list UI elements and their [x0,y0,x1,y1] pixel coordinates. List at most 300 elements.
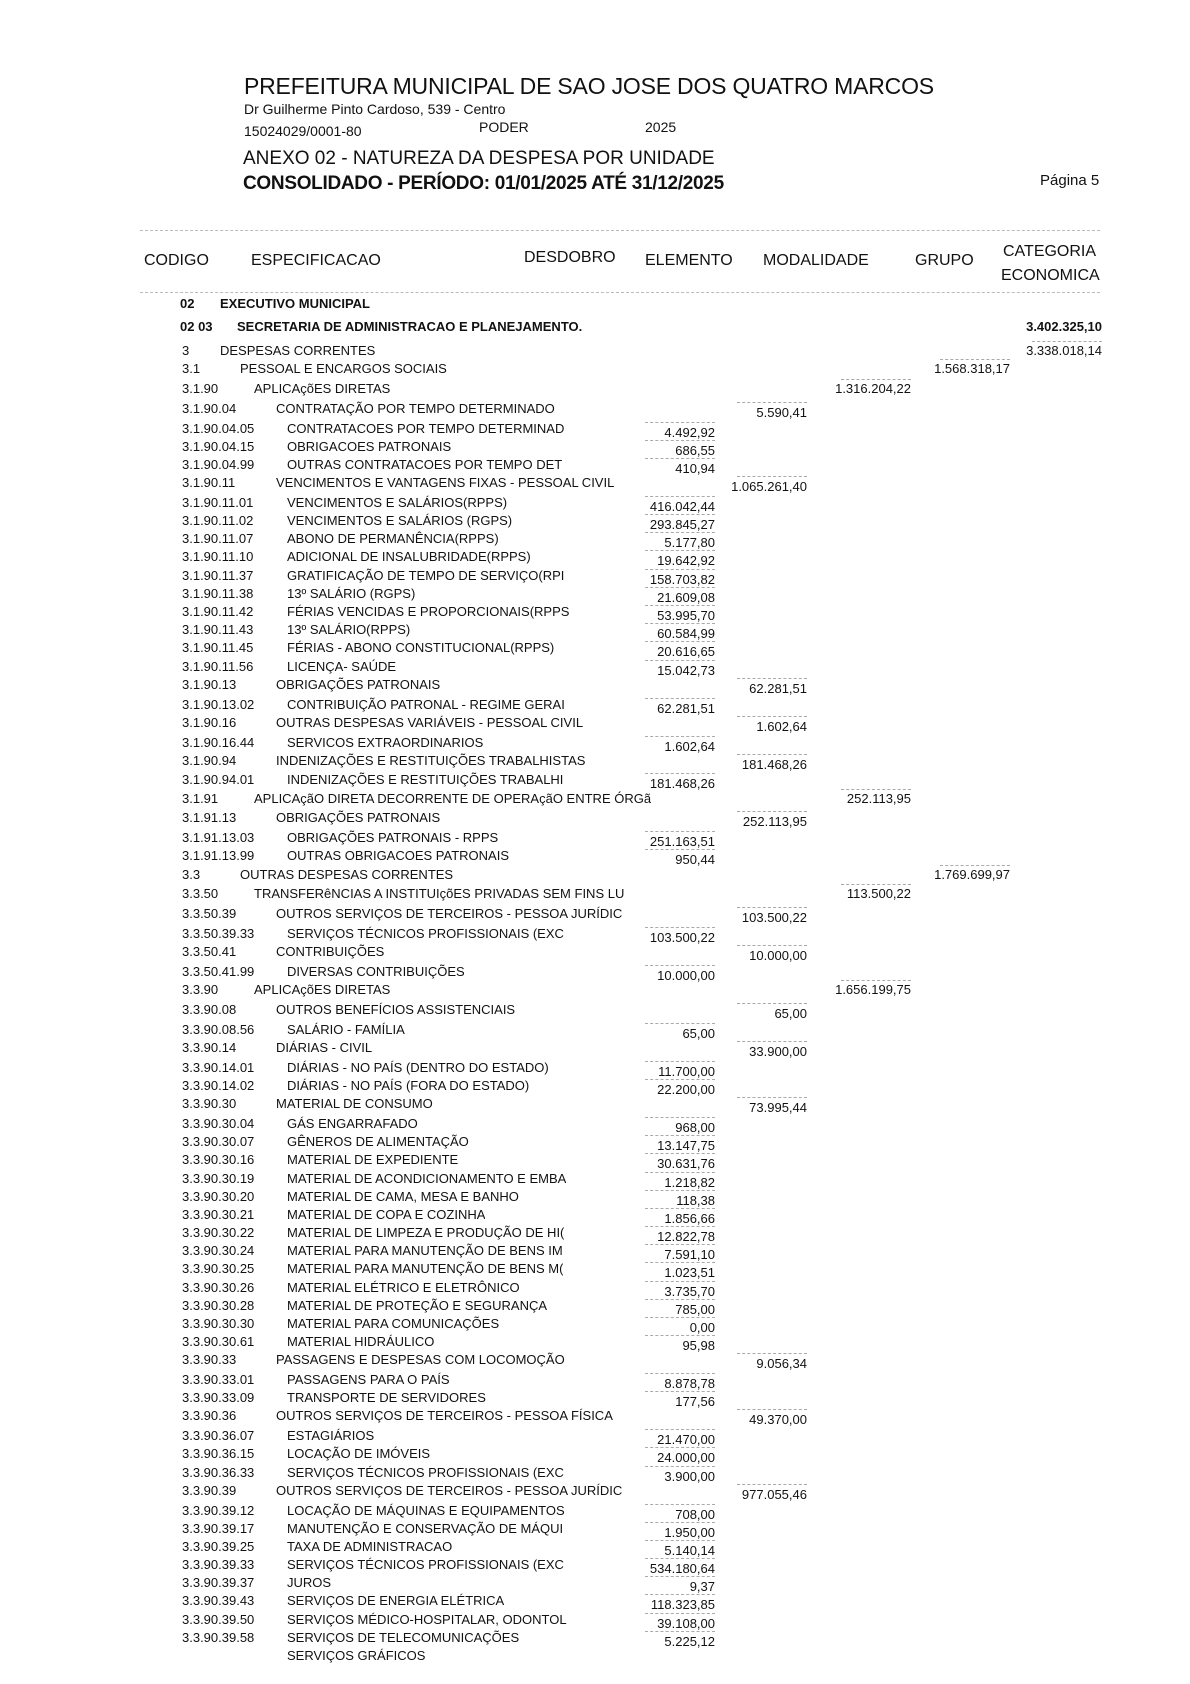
row-code: 3.3.90.36.33 [182,1465,255,1480]
row-description: SALÁRIO - FAMÍLIA [287,1022,405,1037]
row-code: 3.3.90.39 [182,1483,237,1498]
value-separator [737,1097,807,1098]
row-value: 118,38 [676,1193,715,1208]
row-value: 1.602,64 [756,719,807,734]
row-code: 3.3.50.39 [182,906,237,921]
report-title: ANEXO 02 - NATUREZA DA DESPESA POR UNIDADE [243,148,715,169]
row-description: INDENIZAÇÕES E RESTITUIÇÕES TRABALHI [287,772,564,787]
row-description: OBRIGAÇÕES PATRONAIS [276,677,441,692]
table-row [0,848,1190,865]
row-code: 3.3.90.30.20 [182,1189,255,1204]
value-separator [645,440,715,441]
row-description: OBRIGACOES PATRONAIS [287,439,452,454]
table-row [0,1428,1190,1445]
row-code: 3.1.90.11.38 [182,586,254,601]
row-value: 21.470,00 [657,1432,715,1447]
row-value: 1.856,66 [664,1211,715,1226]
table-row [0,1575,1190,1592]
value-separator [645,1522,715,1523]
value-separator [645,1558,715,1559]
value-separator [645,1391,715,1392]
row-description: DIÁRIAS - NO PAÍS (DENTRO DO ESTADO) [287,1060,549,1075]
row-value: 9,37 [689,1579,715,1594]
row-description: DIVERSAS CONTRIBUIÇÕES [287,964,465,979]
table-row [0,810,1190,827]
row-value: 65,00 [774,1006,807,1021]
table-row [0,1134,1190,1151]
value-separator [645,1061,715,1062]
table-row [0,1612,1190,1629]
row-code: 3.3.90.33.09 [182,1390,255,1405]
value-separator [645,1153,715,1154]
row-value: 3.735,70 [664,1284,715,1299]
table-row [0,886,1190,903]
value-separator [737,945,807,946]
value-separator [737,476,807,477]
row-code: 3.3.90.39.12 [182,1503,255,1518]
cnpj: 15024029/0001-80 [244,123,362,139]
row-description: MATERIAL DE CONSUMO [276,1096,433,1111]
value-separator [645,1504,715,1505]
value-separator [737,678,807,679]
row-value: 1.218,82 [664,1175,715,1190]
row-code: 3.1.90.13 [182,677,237,692]
value-separator [645,1226,715,1227]
row-code: 3.1.91 [182,791,219,806]
table-row [0,1280,1190,1297]
table-row [0,1483,1190,1500]
table-row [0,753,1190,770]
value-separator [737,1409,807,1410]
value-separator [737,716,807,717]
row-code: 3 [182,343,190,358]
table-row [0,1372,1190,1389]
row-value: 977.055,46 [741,1487,807,1502]
row-value: 62.281,51 [749,681,807,696]
value-separator [645,965,715,966]
row-description: CONTRIBUIÇÃO PATRONAL - REGIME GERAI [287,697,565,712]
row-description: MATERIAL PARA COMUNICAÇÕES [287,1316,500,1331]
row-description: MATERIAL DE PROTEÇÃO E SEGURANÇA [287,1298,548,1313]
row-description: LOCAÇÃO DE MÁQUINAS E EQUIPAMENTOS [287,1503,565,1518]
row-code: 3.3.90.30.04 [182,1116,255,1131]
row-code: 3.3.90.33.01 [182,1372,255,1387]
value-separator [841,789,911,790]
value-separator [737,907,807,908]
row-value: 24.000,00 [657,1450,715,1465]
table-row [0,1078,1190,1095]
table-row [0,1243,1190,1260]
table-row [0,1539,1190,1556]
row-code: 3.1.90.11.01 [182,495,254,510]
row-description: OBRIGAÇÕES PATRONAIS - RPPS [287,830,499,845]
table-row [0,1521,1190,1538]
row-code: 3.1.91.13.03 [182,830,255,845]
value-separator [645,1540,715,1541]
table-row [0,457,1190,474]
row-code: 3.1.90.11.45 [182,640,254,655]
value-separator [645,641,715,642]
row-value: 60.584,99 [657,626,715,641]
row-code: 3.3.90.33 [182,1352,237,1367]
col-elemento: ELEMENTO [645,252,733,269]
table-row [0,1040,1190,1057]
row-description: OBRIGAÇÕES PATRONAIS [276,810,441,825]
row-value: 4.492,92 [664,425,715,440]
row-value: 19.642,92 [657,553,715,568]
row-description: SERVIÇOS TÉCNICOS PROFISSIONAIS (EXC [287,1465,564,1480]
row-description: OUTRAS OBRIGACOES PATRONAIS [287,848,509,863]
value-separator [645,1576,715,1577]
row-description: FÉRIAS - ABONO CONSTITUCIONAL(RPPS) [287,640,555,655]
table-row [0,1316,1190,1333]
table-row [0,964,1190,981]
value-separator [645,660,715,661]
row-value: 252.113,95 [846,791,911,806]
row-description: MATERIAL DE CAMA, MESA E BANHO [287,1189,519,1204]
table-row [0,735,1190,752]
table-row [0,381,1190,398]
table-row [0,944,1190,961]
table-row [0,475,1190,492]
row-description: LOCAÇÃO DE IMÓVEIS [287,1446,431,1461]
row-description: APLICAçãO DIRETA DECORRENTE DE OPERAçãO ENTRE ÓRGã [254,791,652,806]
value-separator [645,1262,715,1263]
row-value: 22.200,00 [657,1082,715,1097]
row-value: 252.113,95 [742,814,807,829]
row-value: 968,00 [675,1120,715,1135]
col-economica: ECONOMICA [1001,267,1100,284]
value-separator [737,402,807,403]
col-especificacao: ESPECIFICACAO [251,252,381,269]
table-row [0,531,1190,548]
row-description: SERVIÇOS DE TELECOMUNICAÇÕES [287,1630,520,1645]
value-separator [645,1335,715,1336]
col-categoria: CATEGORIA [1003,243,1097,260]
row-value: 21.609,08 [657,590,715,605]
value-separator [645,1117,715,1118]
row-code: 3.3.90.30.30 [182,1316,255,1331]
row-code: 3.3.90.30.16 [182,1152,255,1167]
row-description: LICENÇA- SAÚDE [287,659,397,674]
row-value: 416.042,44 [649,499,715,514]
row-code: 3.1.90.16.44 [182,735,255,750]
row-code: 3.1.91.13 [182,810,237,825]
value-separator [645,736,715,737]
table-row [0,1022,1190,1039]
row-value: 9.056,34 [756,1356,807,1371]
table-row [0,568,1190,585]
row-value: 11.700,00 [658,1064,715,1079]
table-row [0,1189,1190,1206]
row-value: 13.147,75 [657,1138,715,1153]
value-separator [841,980,911,981]
row-code: 3.3.90.39.25 [182,1539,255,1554]
row-description: SERVICOS EXTRAORDINARIOS [287,735,484,750]
row-description: 13º SALÁRIO (RGPS) [287,586,416,601]
row-code: 3.3.50.39.33 [182,926,255,941]
row-code: 3.3.90.14.02 [182,1078,255,1093]
row-value: 0,00 [689,1320,715,1335]
table-row [0,1116,1190,1133]
table-row [0,1225,1190,1242]
value-separator [645,422,715,423]
row-description: MATERIAL DE LIMPEZA E PRODUÇÃO DE HI( [287,1225,565,1240]
row-description: OUTRAS DESPESAS VARIÁVEIS - PESSOAL CIVIL [276,715,584,730]
row-value: 5.140,14 [664,1543,715,1558]
row-description: SERVIÇOS DE ENERGIA ELÉTRICA [287,1593,505,1608]
value-separator [645,1631,715,1632]
table-row [0,319,1190,336]
table-row [0,659,1190,676]
row-value: 30.631,76 [657,1156,715,1171]
row-description: TAXA DE ADMINISTRACAO [287,1539,453,1554]
value-separator [645,514,715,515]
row-code: 3.1.90.13.02 [182,697,255,712]
row-description: FÉRIAS VENCIDAS E PROPORCIONAIS(RPPS [287,604,570,619]
row-description: CONTRATACOES POR TEMPO DETERMINAD [287,421,565,436]
row-value: 1.602,64 [664,739,715,754]
value-separator [645,831,715,832]
value-separator [645,458,715,459]
row-code: 3.1.90.11.10 [182,549,254,564]
row-code: 3.3.90.30.07 [182,1134,255,1149]
year: 2025 [645,119,677,135]
row-code: 3.3.90.36.15 [182,1446,255,1461]
row-code: 3.1.90.11.37 [182,568,254,583]
row-description: APLICAçõES DIRETAS [254,982,391,997]
row-code: 3.3.50 [182,886,219,901]
table-row [0,1465,1190,1482]
table-row [0,1557,1190,1574]
table-row [0,513,1190,530]
row-code: 3.1.90.94.01 [182,772,255,787]
row-code: 3.1.91.13.99 [182,848,255,863]
row-value: 15.042,73 [657,663,715,678]
row-code: 3.3.90.14 [182,1040,237,1055]
row-value: 950,44 [675,852,715,867]
row-code: 3.3.90.30.28 [182,1298,255,1313]
row-description: GÊNEROS DE ALIMENTAÇÃO [287,1134,469,1149]
value-separator [645,1281,715,1282]
row-value: 1.950,00 [664,1525,715,1540]
row-code: 3.1.90.11.02 [182,513,254,528]
value-separator [645,849,715,850]
row-description: MANUTENÇÃO E CONSERVAÇÃO DE MÁQUI [287,1521,564,1536]
table-row [0,926,1190,943]
row-code: 3.1.90.16 [182,715,237,730]
row-description: SERVIÇOS GRÁFICOS [287,1648,426,1663]
table-row [0,715,1190,732]
row-description: DIÁRIAS - NO PAÍS (FORA DO ESTADO) [287,1078,530,1093]
row-value: 20.616,65 [657,644,715,659]
table-row [0,586,1190,603]
row-value: 5.225,12 [664,1634,715,1649]
table-row [0,1171,1190,1188]
value-separator [645,1373,715,1374]
row-code: 3.3.90.39.37 [182,1575,255,1590]
row-description: JUROS [287,1575,332,1590]
value-separator [645,1317,715,1318]
row-code: 3.1.90.04 [182,401,237,416]
row-code: 3.3.90.39.58 [182,1630,255,1645]
row-value: 65,00 [682,1026,715,1041]
row-description: TRANSPORTE DE SERVIDORES [287,1390,486,1405]
row-value: 785,00 [675,1302,715,1317]
row-description: OUTROS SERVIÇOS DE TERCEIROS - PESSOA JURÍDIC [276,906,623,921]
table-row [0,439,1190,456]
row-description: PASSAGENS PARA O PAÍS [287,1372,450,1387]
row-code: 3.3.50.41 [182,944,237,959]
row-code: 3.1.90.11.07 [182,531,254,546]
value-separator [645,927,715,928]
row-code: 3.1.90.11.42 [182,604,254,619]
row-description: DESPESAS CORRENTES [220,343,376,358]
table-row [0,906,1190,923]
value-separator [645,532,715,533]
value-separator [645,1135,715,1136]
row-value: 73.995,44 [749,1100,807,1115]
table-row [0,1060,1190,1077]
col-desdobro: DESDOBRO [524,249,616,266]
header-divider-top [140,230,1100,231]
row-code: 3.3.90.39.33 [182,1557,255,1572]
row-code: 3.1.90.04.15 [182,439,255,454]
value-separator [645,698,715,699]
value-separator [645,1023,715,1024]
row-code: 3.1.90.94 [182,753,237,768]
row-value: 293.845,27 [649,517,715,532]
value-separator [841,884,911,885]
row-description: 13º SALÁRIO(RPPS) [287,622,411,637]
row-value: 1.065.261,40 [731,479,807,494]
table-row [0,697,1190,714]
table-row [0,1408,1190,1425]
row-code: 3.3.90.08.56 [182,1022,255,1037]
row-description: CONTRATAÇÃO POR TEMPO DETERMINADO [276,401,555,416]
row-description: MATERIAL DE EXPEDIENTE [287,1152,459,1167]
row-code: 02 03 [180,319,213,334]
row-value: 8.878,78 [664,1376,715,1391]
row-code: 3.3.90 [182,982,219,997]
row-value: 708,00 [675,1507,715,1522]
row-value: 3.338.018,14 [1026,343,1102,358]
table-row [0,1298,1190,1315]
row-code: 3.1 [182,361,201,376]
row-description: EXECUTIVO MUNICIPAL [220,296,370,311]
row-code: 3.1.90 [182,381,219,396]
value-separator [645,605,715,606]
row-code: 3.3.90.36.07 [182,1428,255,1443]
row-description: VENCIMENTOS E SALÁRIOS (RGPS) [287,513,513,528]
row-value: 113.500,22 [846,886,911,901]
page-number: Página 5 [1040,172,1100,189]
value-separator [645,773,715,774]
value-separator [737,1353,807,1354]
row-code: 3.3.90.39.43 [182,1593,255,1608]
row-description: INDENIZAÇÕES E RESTITUIÇÕES TRABALHISTAS [276,753,586,768]
row-description: VENCIMENTOS E SALÁRIOS(RPPS) [287,495,508,510]
row-code: 3.3.90.39.17 [182,1521,255,1536]
row-code: 3.1.90.11 [182,475,236,490]
row-description: OUTROS BENEFÍCIOS ASSISTENCIAIS [276,1002,516,1017]
address: Dr Guilherme Pinto Cardoso, 539 - Centro [244,101,506,117]
row-code: 3.3.90.30.19 [182,1171,255,1186]
col-grupo: GRUPO [915,252,974,269]
value-separator [645,1190,715,1191]
value-separator [645,1613,715,1614]
row-code: 3.1.90.04.99 [182,457,255,472]
row-value: 95,98 [682,1338,715,1353]
row-code: 3.1.90.04.05 [182,421,255,436]
row-code: 3.3.50.41.99 [182,964,255,979]
value-separator [737,754,807,755]
row-description: MATERIAL HIDRÁULICO [287,1334,435,1349]
value-separator [940,865,1010,866]
row-code: 3.3.90.39.50 [182,1612,255,1627]
value-separator [645,1594,715,1595]
value-separator [645,623,715,624]
row-description: GRATIFICAÇÃO DE TEMPO DE SERVIÇO(RPI [287,568,565,583]
table-row [0,791,1190,808]
col-modalidade: MODALIDADE [763,252,869,269]
table-row [0,830,1190,847]
table-row [0,421,1190,438]
table-row [0,1002,1190,1019]
row-code: 3.3.90.30.21 [182,1207,255,1222]
value-separator [737,811,807,812]
row-description: OUTROS SERVIÇOS DE TERCEIROS - PESSOA JURÍDIC [276,1483,623,1498]
row-value: 3.402.325,10 [1026,319,1102,334]
row-description: MATERIAL DE COPA E COZINHA [287,1207,486,1222]
header-divider-bottom [140,292,1100,293]
table-row [0,640,1190,657]
value-separator [645,1244,715,1245]
row-description: CONTRIBUIÇÕES [276,944,385,959]
row-value: 10.000,00 [749,948,807,963]
table-row [0,1096,1190,1113]
row-value: 1.568.318,17 [934,361,1010,376]
row-value: 534.180,64 [649,1561,715,1576]
table-row [0,604,1190,621]
row-description: ADICIONAL DE INSALUBRIDADE(RPPS) [287,549,531,564]
poder-label: PODER [479,119,529,135]
row-value: 62.281,51 [657,701,715,716]
row-description: GÁS ENGARRAFADO [287,1116,418,1131]
table-row [0,1446,1190,1463]
value-separator [645,550,715,551]
value-separator [940,359,1010,360]
table-row [0,361,1190,378]
row-value: 1.769.699,97 [934,867,1010,882]
value-separator [645,1447,715,1448]
row-value: 686,55 [675,443,715,458]
table-row [0,1503,1190,1520]
value-separator [645,1172,715,1173]
row-code: 3.3.90.30.61 [182,1334,255,1349]
col-codigo: CODIGO [144,252,209,269]
row-description: MATERIAL ELÉTRICO E ELETRÔNICO [287,1280,520,1295]
row-value: 5.177,80 [664,535,715,550]
row-code: 3.1.90.11.43 [182,622,254,637]
table-row [0,343,1190,360]
value-separator [737,1003,807,1004]
value-separator [645,1208,715,1209]
table-row [0,772,1190,789]
table-row [0,1390,1190,1407]
row-value: 39.108,00 [657,1616,715,1631]
row-description: MATERIAL PARA MANUTENÇÃO DE BENS IM [287,1243,563,1258]
